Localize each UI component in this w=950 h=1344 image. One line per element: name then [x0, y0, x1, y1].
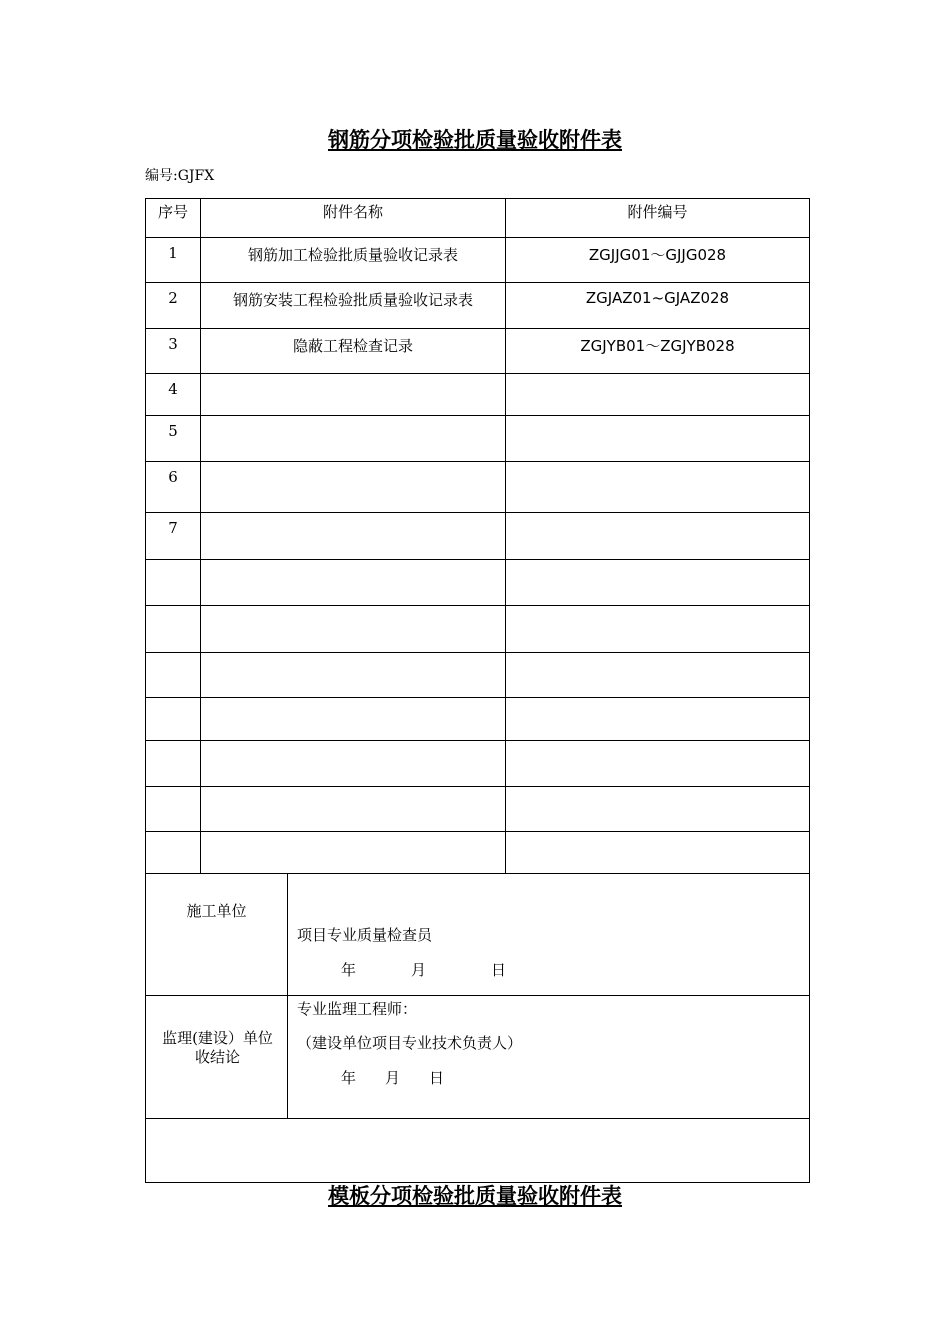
row-code-cell	[506, 374, 810, 416]
row-no-text: 2	[168, 289, 178, 307]
row-code-text	[506, 698, 809, 704]
supervision-row	[146, 996, 810, 1119]
row-no-text: 7	[168, 519, 178, 537]
table-row	[146, 698, 810, 741]
row-no-text	[146, 832, 200, 838]
row-code-text	[506, 741, 809, 747]
row-name-text: 钢筋安装工程检验批质量验收记录表	[232, 291, 473, 309]
blank-footer-row	[146, 1119, 810, 1183]
inspector-label: 项目专业质量检查员	[297, 926, 433, 944]
table-row	[146, 329, 810, 374]
supervision-sign-cell	[288, 996, 810, 1119]
row-code-cell	[506, 283, 810, 329]
row-code-text	[506, 374, 809, 380]
row-name-cell	[201, 698, 506, 741]
table-row	[146, 283, 810, 329]
row-code-text	[506, 787, 809, 793]
row-no-text: 3	[168, 335, 178, 353]
construction-unit-row	[146, 874, 810, 996]
table-row	[146, 462, 810, 513]
row-code-text	[506, 653, 809, 659]
row-code-text	[506, 560, 809, 566]
row-no-text	[146, 698, 200, 704]
row-no-cell	[146, 741, 201, 787]
blank-footer-cell	[146, 1119, 810, 1183]
table-header-row	[146, 199, 810, 238]
row-no-cell	[146, 283, 201, 329]
row-no-cell	[146, 416, 201, 462]
row-name-cell	[201, 787, 506, 832]
row-name-text	[201, 560, 505, 566]
row-no-cell	[146, 329, 201, 374]
row-code-text	[506, 513, 809, 519]
row-name-text	[201, 832, 505, 838]
table-row	[146, 832, 810, 874]
row-no-text: 1	[168, 244, 178, 262]
row-name-cell	[201, 283, 506, 329]
row-name-text	[201, 741, 505, 747]
supervision-label: 监理(建设）单位收结论	[162, 1029, 273, 1066]
date-year-2: 年	[341, 1069, 357, 1087]
row-name-text	[201, 513, 505, 519]
row-name-cell	[201, 560, 506, 606]
row-no-text: 6	[168, 468, 178, 486]
row-no-text	[146, 787, 200, 793]
construction-unit-sign-cell	[288, 874, 810, 996]
row-code-text	[506, 606, 809, 612]
row-name-cell	[201, 653, 506, 698]
table-row	[146, 374, 810, 416]
row-no-cell	[146, 374, 201, 416]
row-code-cell	[506, 787, 810, 832]
row-name-text	[201, 606, 505, 612]
row-name-text	[201, 416, 505, 422]
row-code-cell	[506, 741, 810, 787]
row-code-text: ZGJYB01～ZGJYB028	[580, 337, 735, 355]
row-no-cell	[146, 698, 201, 741]
row-name-cell	[201, 416, 506, 462]
owner-label: （建设单位项目专业技术负责人）	[297, 1034, 523, 1052]
attachment-table	[145, 198, 810, 874]
row-code-cell	[506, 462, 810, 513]
row-name-text: 隐蔽工程检查记录	[292, 337, 413, 355]
header-name: 附件名称	[201, 199, 506, 238]
row-code-text	[506, 832, 809, 838]
row-name-cell	[201, 238, 506, 283]
row-code-cell	[506, 329, 810, 374]
date-month-2: 月	[385, 1069, 401, 1087]
date-month: 月	[411, 961, 427, 979]
row-code-cell	[506, 653, 810, 698]
table-row	[146, 653, 810, 698]
date-day-2: 日	[429, 1069, 445, 1087]
supervision-label-cell	[146, 996, 288, 1119]
date-day: 日	[491, 961, 507, 979]
row-name-cell	[201, 832, 506, 874]
row-no-text	[146, 653, 200, 659]
row-code-cell	[506, 560, 810, 606]
row-code-text: ZGJAZ01~GJAZ028	[585, 289, 730, 307]
row-name-cell	[201, 606, 506, 653]
row-code-text	[506, 462, 809, 468]
row-no-text	[146, 741, 200, 747]
table-row	[146, 606, 810, 653]
row-name-text	[201, 698, 505, 704]
row-no-cell	[146, 560, 201, 606]
row-code-cell	[506, 606, 810, 653]
header-no: 序号	[146, 199, 201, 238]
document-title: 钢筋分项检验批质量验收附件表	[328, 127, 622, 152]
row-no-cell	[146, 462, 201, 513]
row-no-text	[146, 560, 200, 566]
row-no-cell	[146, 238, 201, 283]
row-name-text	[201, 787, 505, 793]
row-name-text	[201, 462, 505, 468]
row-no-cell	[146, 832, 201, 874]
construction-unit-label: 施工单位	[186, 902, 247, 920]
table-row	[146, 787, 810, 832]
row-no-cell	[146, 787, 201, 832]
row-code-cell	[506, 416, 810, 462]
header-code: 附件编号	[506, 199, 810, 238]
row-code-cell	[506, 832, 810, 874]
table-row	[146, 741, 810, 787]
row-name-text	[201, 653, 505, 659]
row-no-text: 4	[168, 380, 178, 398]
row-code-cell	[506, 698, 810, 741]
row-name-cell	[201, 462, 506, 513]
row-name-cell	[201, 329, 506, 374]
row-no-cell	[146, 606, 201, 653]
table-row	[146, 513, 810, 560]
construction-unit-label-cell	[146, 874, 288, 996]
row-code-cell	[506, 238, 810, 283]
row-name-text	[201, 374, 505, 380]
table-row	[146, 560, 810, 606]
row-no-text: 5	[168, 422, 178, 440]
row-no-cell	[146, 513, 201, 560]
table-row	[146, 416, 810, 462]
row-name-text: 钢筋加工检验批质量验收记录表	[247, 246, 458, 264]
row-code-cell	[506, 513, 810, 560]
row-no-cell	[146, 653, 201, 698]
table-row	[146, 238, 810, 283]
row-name-cell	[201, 513, 506, 560]
row-name-cell	[201, 741, 506, 787]
supervisor-label: 专业监理工程师：	[297, 1000, 418, 1018]
date-year: 年	[341, 961, 357, 979]
document-code-label: 编号:GJFX	[145, 168, 215, 184]
row-name-cell	[201, 374, 506, 416]
row-code-text: ZGJJG01～GJJG028	[588, 246, 727, 264]
row-no-text	[146, 606, 200, 612]
signoff-table	[145, 873, 810, 1183]
next-document-title: 模板分项检验批质量验收附件表	[328, 1183, 622, 1208]
row-code-text	[506, 416, 809, 422]
